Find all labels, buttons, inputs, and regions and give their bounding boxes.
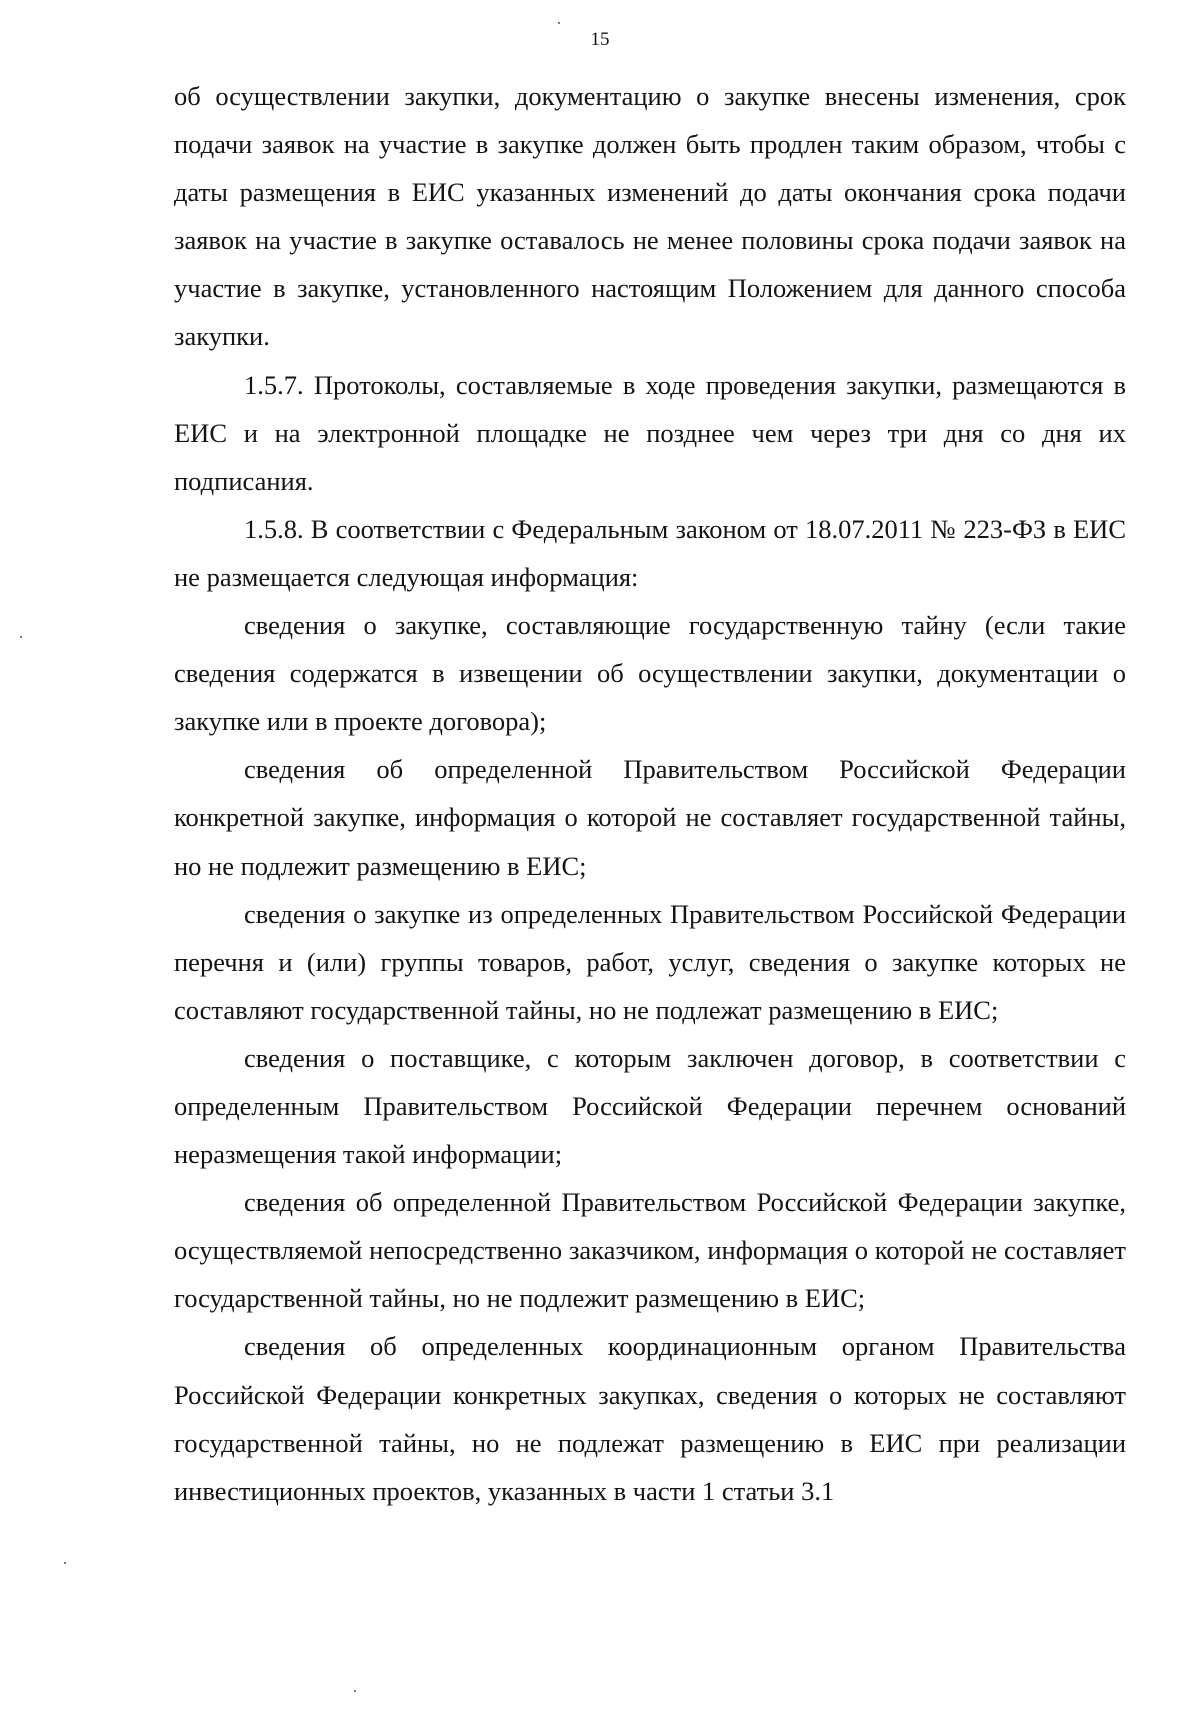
list-item-investment-projects: сведения об определенных координационным органом Правительства Российской Федерации конкретных закупках, сведения о которых не составляют государственной тайны, но не подлежат размещению в ЕИС при реализации инвестиционных проектов, указанных в части 1 статьи 3.1 (174, 1331, 1126, 1506)
page-number: 15 (590, 29, 610, 50)
scan-speck (20, 636, 22, 638)
list-item-government-procurement: сведения об определенной Правительством Российской Федерации конкретной закупке, информация о которой не составляет государственной тайны, но не подлежит размещению в ЕИС; (174, 754, 1126, 881)
paragraph-1-5-7: 1.5.7. Протоколы, составляемые в ходе проведения закупки, размещаются в ЕИС и на электронной площадке не позднее чем через три дня со дня их подписания. (174, 369, 1126, 496)
list-item-state-secret: сведения о закупке, составляющие государственную тайну (если такие сведения содержатся в извещении об осуществлении закупки, документации о закупке или в проекте договора); (174, 610, 1126, 737)
paragraph-continuation: об осуществлении закупки, документацию о закупке внесены изменения, срок подачи заявок на участие в закупке должен быть продлен таким образом, чтобы с даты размещения в ЕИС указанных изменений до даты окончания срока подачи заявок на участие в закупке оставалось не менее половины срока подачи заявок на участие в закупке, установленного настоящим Положением для данного способа закупки. (174, 81, 1126, 352)
scan-speck (354, 1690, 356, 1692)
list-item-goods-list: сведения о закупке из определенных Правительством Российской Федерации перечня и (или) группы товаров, работ, услуг, сведения о закупке которых не составляют государственной тайны, но не подлежат размещению в ЕИС; (174, 898, 1126, 1025)
paragraph-1-5-8: 1.5.8. В соответствии с Федеральным законом от 18.07.2011 № 223-ФЗ в ЕИС не размещается следующая информация: (174, 513, 1126, 592)
scan-speck (64, 1562, 66, 1564)
document-body (174, 72, 1126, 1515)
list-item-direct-procurement: сведения об определенной Правительством Российской Федерации закупке, осуществляемой непосредственно заказчиком, информация о которой не составляет государственной тайны, но не подлежит размещению в ЕИС; (174, 1187, 1126, 1314)
scan-speck (558, 22, 560, 24)
list-item-supplier-info: сведения о поставщике, с которым заключен договор, в соответствии с определенным Правительством Российской Федерации перечнем оснований неразмещения такой информации; (174, 1042, 1126, 1170)
